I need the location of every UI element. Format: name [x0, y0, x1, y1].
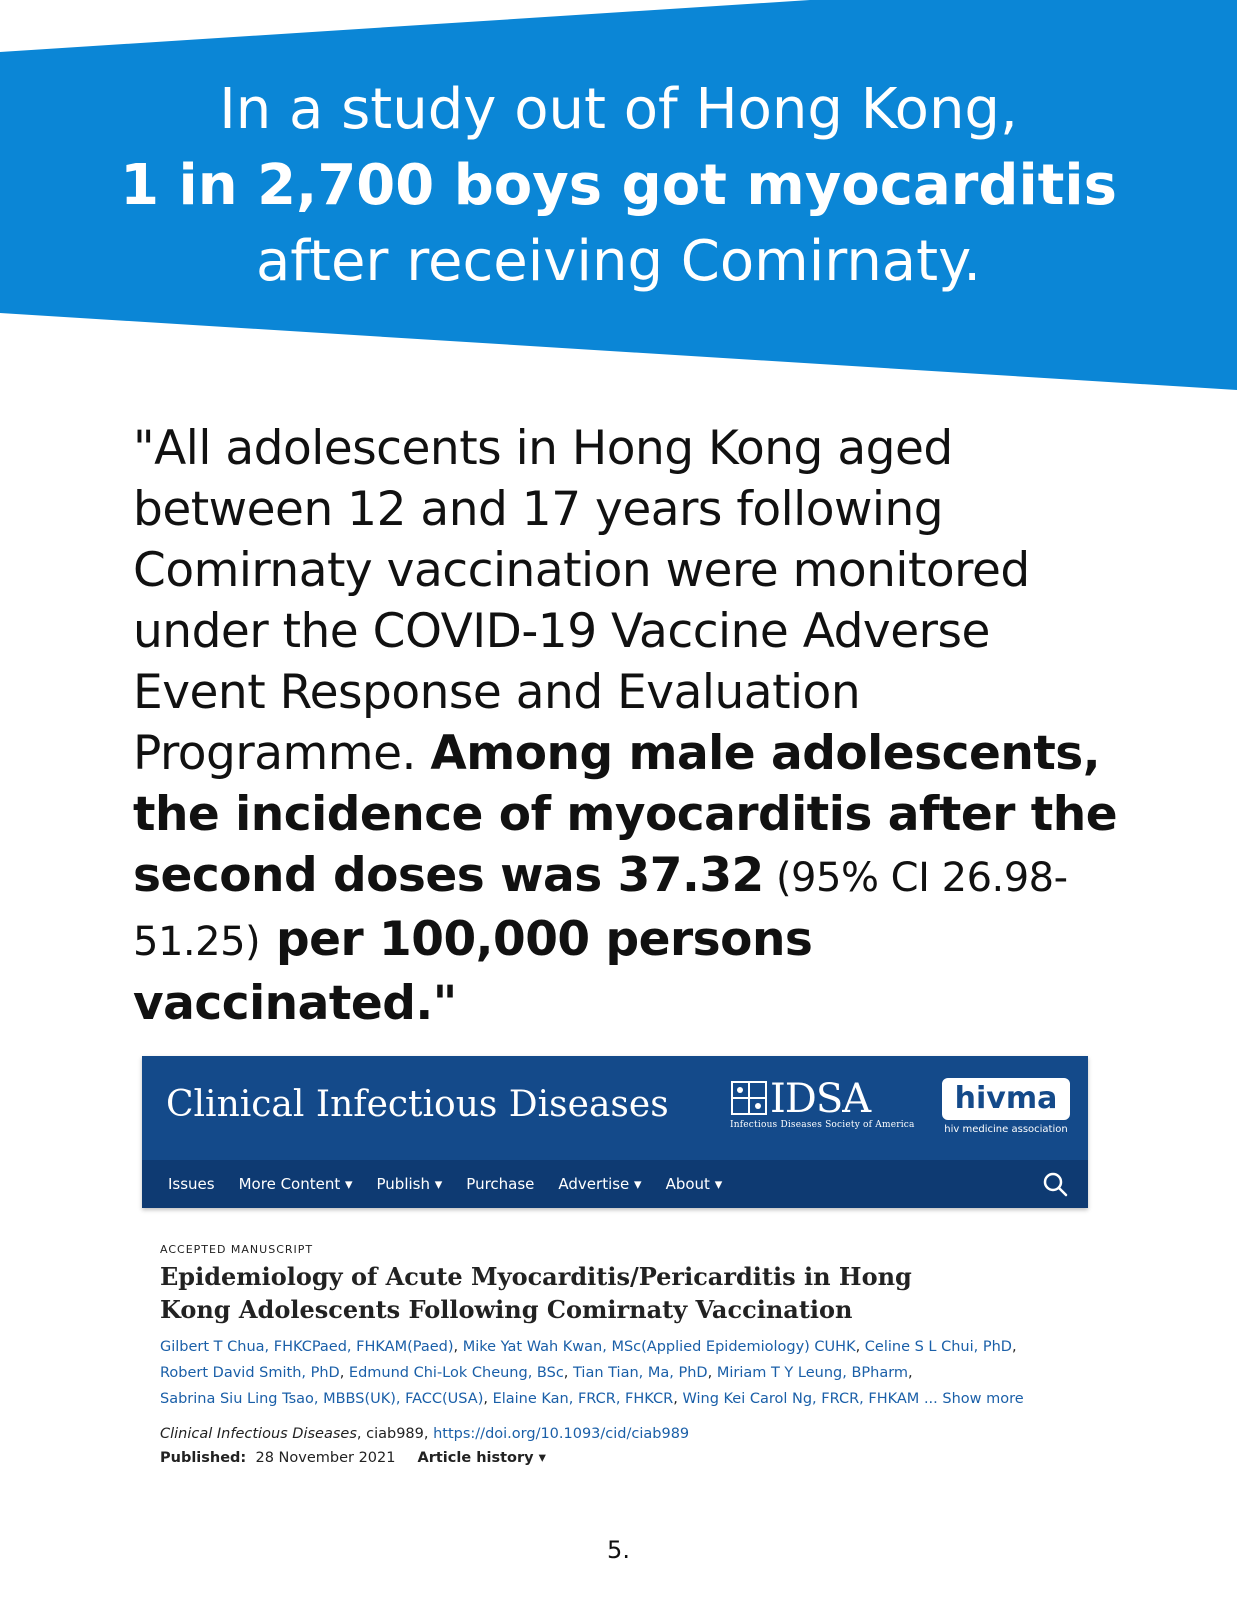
nav-more-content[interactable]: More Content ▾ [238, 1175, 353, 1193]
article-summary [160, 1243, 1060, 1466]
citation-journal: Clinical Infectious Diseases [160, 1426, 357, 1442]
journal-banner [142, 1056, 1088, 1160]
author-link[interactable]: Robert David Smith, PhD [160, 1365, 340, 1381]
show-more-link[interactable]: ... Show more [923, 1391, 1024, 1407]
hivma-logo-text: hivma [942, 1078, 1070, 1120]
article-title[interactable]: Epidemiology of Acute Myocarditis/Pericarditis in Hong Kong Adolescents Following Comirnaty Vaccination [160, 1262, 912, 1324]
idsa-logo[interactable] [730, 1078, 915, 1130]
journal-nav [142, 1160, 1088, 1208]
journal-title[interactable]: Clinical Infectious Diseases [166, 1084, 669, 1125]
quote-bold-rate: per 100,000 persons vaccinated." [133, 912, 813, 1031]
citation [160, 1426, 1060, 1442]
author-link[interactable]: Gilbert T Chua, FHKCPaed, FHKAM(Paed) [160, 1339, 454, 1355]
nav-publish[interactable]: Publish ▾ [376, 1175, 443, 1193]
idsa-logo-text: IDSA [770, 1076, 871, 1122]
author-link[interactable]: Wing Kei Carol Ng, FRCR, FHKAM [682, 1391, 920, 1407]
author-link[interactable]: Edmund Chi-Lok Cheung, BSc [348, 1365, 564, 1381]
nav-advertise[interactable]: Advertise ▾ [558, 1175, 642, 1193]
search-icon[interactable] [1042, 1171, 1068, 1197]
author-link[interactable]: Sabrina Siu Ling Tsao, MBBS(UK), FACC(USA) [160, 1391, 484, 1407]
headline-line-2: 1 in 2,700 boys got myocarditis [120, 153, 1117, 218]
doi-link[interactable]: https://doi.org/10.1093/cid/ciab989 [433, 1426, 690, 1442]
author-link[interactable]: Elaine Kan, FRCR, FHKCR [492, 1391, 674, 1407]
page-number: 5. [607, 1536, 630, 1564]
study-quote [133, 418, 1133, 1034]
author-link[interactable]: Miriam T Y Leung, BPharm [716, 1365, 909, 1381]
journal-header-screenshot [142, 1056, 1088, 1208]
idsa-subtitle: Infectious Diseases Society of America [730, 1120, 915, 1130]
author-list: Gilbert T Chua, FHKCPaed, FHKAM(Paed), Mike Yat Wah Kwan, MSc(Applied Epidemiology) CUHK, Celine S L Chui, PhD, Robert David Smith, PhD, Edmund Chi-Lok Cheung, BSc, Tian Tian, Ma, PhD, Miriam T Y Leung, BPharm, Sabrina Siu Ling Tsao, MBBS(UK), FACC(USA), Elaine Kan, FRCR, FHKCR, Wing Kei Carol Ng, FRCR, FHKAM ... Show more [160, 1339, 1024, 1407]
manuscript-label: ACCEPTED MANUSCRIPT [160, 1243, 314, 1256]
author-link[interactable]: Tian Tian, Ma, PhD [573, 1365, 708, 1381]
article-history-toggle[interactable]: Article history ▾ [417, 1450, 546, 1466]
author-link[interactable]: Mike Yat Wah Kwan, MSc(Applied Epidemiology) CUHK [462, 1339, 856, 1355]
idsa-emblem-icon [730, 1078, 770, 1118]
author-link[interactable]: Celine S L Chui, PhD [864, 1339, 1012, 1355]
published-label: Published: [160, 1450, 247, 1466]
quote-text: "All adolescents in Hong Kong aged between 12 and 17 years following Comirnaty vaccination were monitored under the COVID-19 Vaccine Adverse Event Response and Evaluation Programme. [133, 421, 1030, 781]
hivma-subtitle: hiv medicine association [944, 1124, 1068, 1135]
headline-line-1: In a study out of Hong Kong, [219, 77, 1018, 142]
headline-banner [0, 0, 1237, 400]
nav-about[interactable]: About ▾ [665, 1175, 723, 1193]
nav-issues[interactable]: Issues [168, 1175, 215, 1193]
headline [0, 72, 1237, 300]
nav-purchase[interactable]: Purchase [466, 1175, 535, 1193]
publication-info [160, 1450, 1060, 1466]
quote-bold-finding: Among male adolescents, the incidence of myocarditis after the second doses was 37.32 [133, 726, 1118, 903]
citation-id: , ciab989, [356, 1426, 434, 1442]
headline-line-3: after receiving Comirnaty. [255, 229, 982, 294]
hivma-logo[interactable] [942, 1078, 1070, 1135]
quote-confidence-interval: (95% CI 26.98-51.25) [133, 855, 1068, 965]
published-date: 28 November 2021 [255, 1450, 396, 1466]
